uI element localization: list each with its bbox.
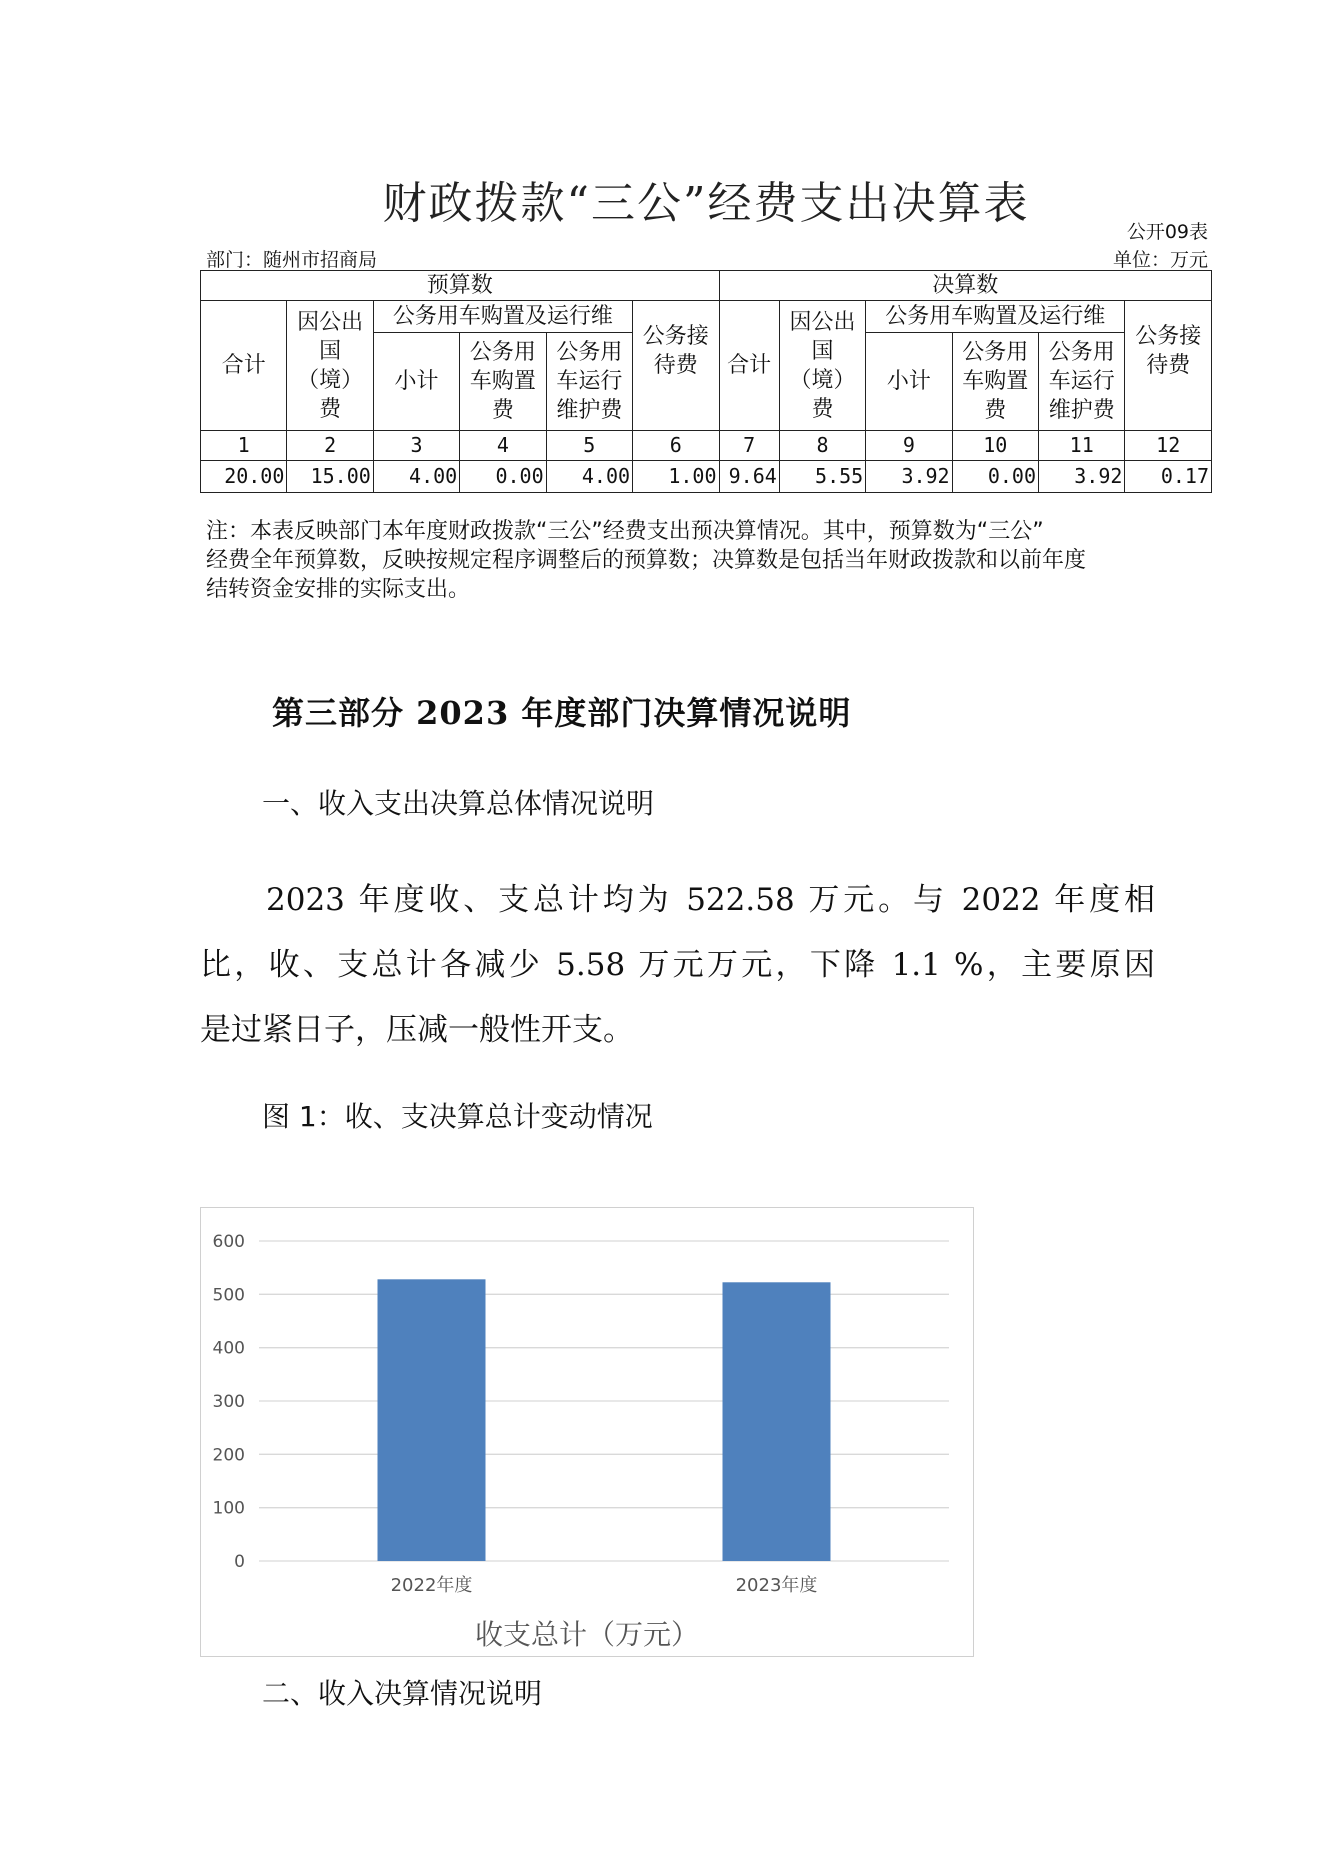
- chart-canvas: [201, 1208, 973, 1656]
- final-subtotal-header: 小计: [866, 333, 952, 431]
- index-cell: 3: [373, 431, 459, 461]
- y-tick-label: 300: [212, 1392, 245, 1412]
- chart-title: 收支总计（万元）: [474, 1618, 699, 1651]
- table-department: 部门：随州市招商局: [206, 249, 378, 271]
- running-line3: 维护费: [1048, 398, 1115, 423]
- index-cell: 11: [1039, 431, 1125, 461]
- section1-title: 一、收入支出决算总体情况说明: [262, 787, 655, 820]
- abroad-line2: 国: [319, 338, 342, 364]
- budget-header: 预算数: [201, 271, 720, 301]
- running-line1: 公务用: [1048, 340, 1115, 365]
- y-tick-label: 400: [212, 1338, 245, 1359]
- value-cell: 0.00: [460, 461, 546, 493]
- abroad-line3: （境）: [297, 367, 364, 393]
- final-header: 决算数: [719, 271, 1211, 301]
- budget-vehicle-group-header: 公务用车购置及运行维: [373, 301, 632, 333]
- final-vehicle-group-header: 公务用车购置及运行维: [866, 301, 1125, 333]
- index-cell: 9: [866, 431, 952, 461]
- running-line1: 公务用: [556, 340, 623, 365]
- final-abroad-header: [779, 301, 865, 431]
- abroad-line1: 因公出: [789, 309, 856, 335]
- abroad-line4: 费: [811, 396, 834, 422]
- abroad-line3: （境）: [789, 367, 856, 393]
- table-note-line: 结转资金安排的实际支出。: [206, 577, 471, 602]
- index-cell: 12: [1125, 431, 1212, 461]
- table-note: [206, 517, 1211, 604]
- final-total-header: 合计: [719, 301, 779, 431]
- income-expense-chart: [200, 1207, 974, 1657]
- reception-line1: 公务接: [1135, 324, 1202, 349]
- index-cell: 2: [287, 431, 373, 461]
- index-cell: 1: [201, 431, 287, 461]
- purchase-line1: 公务用: [962, 340, 1029, 365]
- value-cell: 15.00: [287, 461, 373, 493]
- final-purchase-header: [952, 333, 1038, 431]
- x-tick-label: 2023年度: [735, 1575, 818, 1596]
- purchase-line3: 费: [491, 398, 514, 423]
- value-cell: 5.55: [779, 461, 865, 493]
- reception-line2: 待费: [653, 353, 698, 378]
- index-cell: 10: [952, 431, 1038, 461]
- abroad-line2: 国: [811, 338, 834, 364]
- value-cell: 1.00: [633, 461, 719, 493]
- figure-caption: 图 1：收、支决算总计变动情况: [262, 1100, 653, 1133]
- x-tick-label: 2022年度: [390, 1575, 473, 1596]
- paragraph-line: 2023 年度收、支总计均为 522.58 万元。与 2022 年度相: [266, 882, 1155, 918]
- running-line3: 维护费: [556, 398, 623, 423]
- abroad-line4: 费: [319, 396, 342, 422]
- purchase-line2: 车购置: [469, 369, 536, 394]
- value-cell: 9.64: [719, 461, 779, 493]
- value-cell: 4.00: [546, 461, 632, 493]
- final-running-header: [1039, 333, 1125, 431]
- budget-total-header: 合计: [201, 301, 287, 431]
- section2-title: 二、收入决算情况说明: [262, 1677, 543, 1710]
- bar: [378, 1279, 486, 1561]
- value-cell: 3.92: [866, 461, 952, 493]
- purchase-line3: 费: [984, 398, 1007, 423]
- purchase-line1: 公务用: [469, 340, 536, 365]
- purchase-line2: 车购置: [962, 369, 1029, 394]
- index-cell: 5: [546, 431, 632, 461]
- y-tick-label: 500: [212, 1285, 245, 1306]
- budget-abroad-header: [287, 301, 373, 431]
- index-cell: 6: [633, 431, 719, 461]
- reception-line2: 待费: [1146, 353, 1191, 378]
- value-cell: 0.00: [952, 461, 1038, 493]
- running-line2: 车运行: [1048, 369, 1115, 394]
- value-cell: 3.92: [1039, 461, 1125, 493]
- bar: [723, 1282, 831, 1561]
- budget-purchase-header: [460, 333, 546, 431]
- y-tick-label: 200: [212, 1445, 245, 1466]
- index-cell: 7: [719, 431, 779, 461]
- index-cell: 8: [779, 431, 865, 461]
- budget-reception-header: [633, 301, 719, 431]
- value-cell: 4.00: [373, 461, 459, 493]
- section-title: 第三部分 2023 年度部门决算情况说明: [272, 694, 852, 732]
- y-tick-label: 600: [212, 1232, 245, 1252]
- paragraph-line: 是过紧日子，压减一般性开支。: [200, 1012, 634, 1048]
- table-title: 财政拨款“三公”经费支出决算表: [382, 178, 1030, 229]
- reception-line1: 公务接: [642, 324, 709, 349]
- table-note-line: 经费全年预算数，反映按规定程序调整后的预算数；决算数是包括当年财政拨款和以前年度: [206, 548, 1087, 573]
- summary-paragraph: [200, 868, 1155, 1063]
- table-unit: 单位：万元: [1112, 249, 1208, 271]
- budget-subtotal-header: 小计: [373, 333, 459, 431]
- budget-running-header: [546, 333, 632, 431]
- running-line2: 车运行: [556, 369, 623, 394]
- y-tick-label: 100: [212, 1498, 245, 1519]
- final-reception-header: [1125, 301, 1212, 431]
- table-code: 公开09表: [1126, 221, 1208, 243]
- value-cell: 0.17: [1125, 461, 1212, 493]
- expense-table: [200, 270, 1212, 493]
- table-note-line: 注：本表反映部门本年度财政拨款“三公”经费支出预决算情况。其中，预算数为“三公”: [206, 519, 1044, 544]
- paragraph-line: 比，收、支总计各减少 5.58 万元万元，下降 1.1 %，主要原因: [200, 947, 1155, 983]
- index-cell: 4: [460, 431, 546, 461]
- abroad-line1: 因公出: [297, 309, 364, 335]
- value-cell: 20.00: [201, 461, 287, 493]
- three-public-expense-table-figure: [200, 155, 1212, 615]
- y-tick-label: 0: [234, 1552, 245, 1572]
